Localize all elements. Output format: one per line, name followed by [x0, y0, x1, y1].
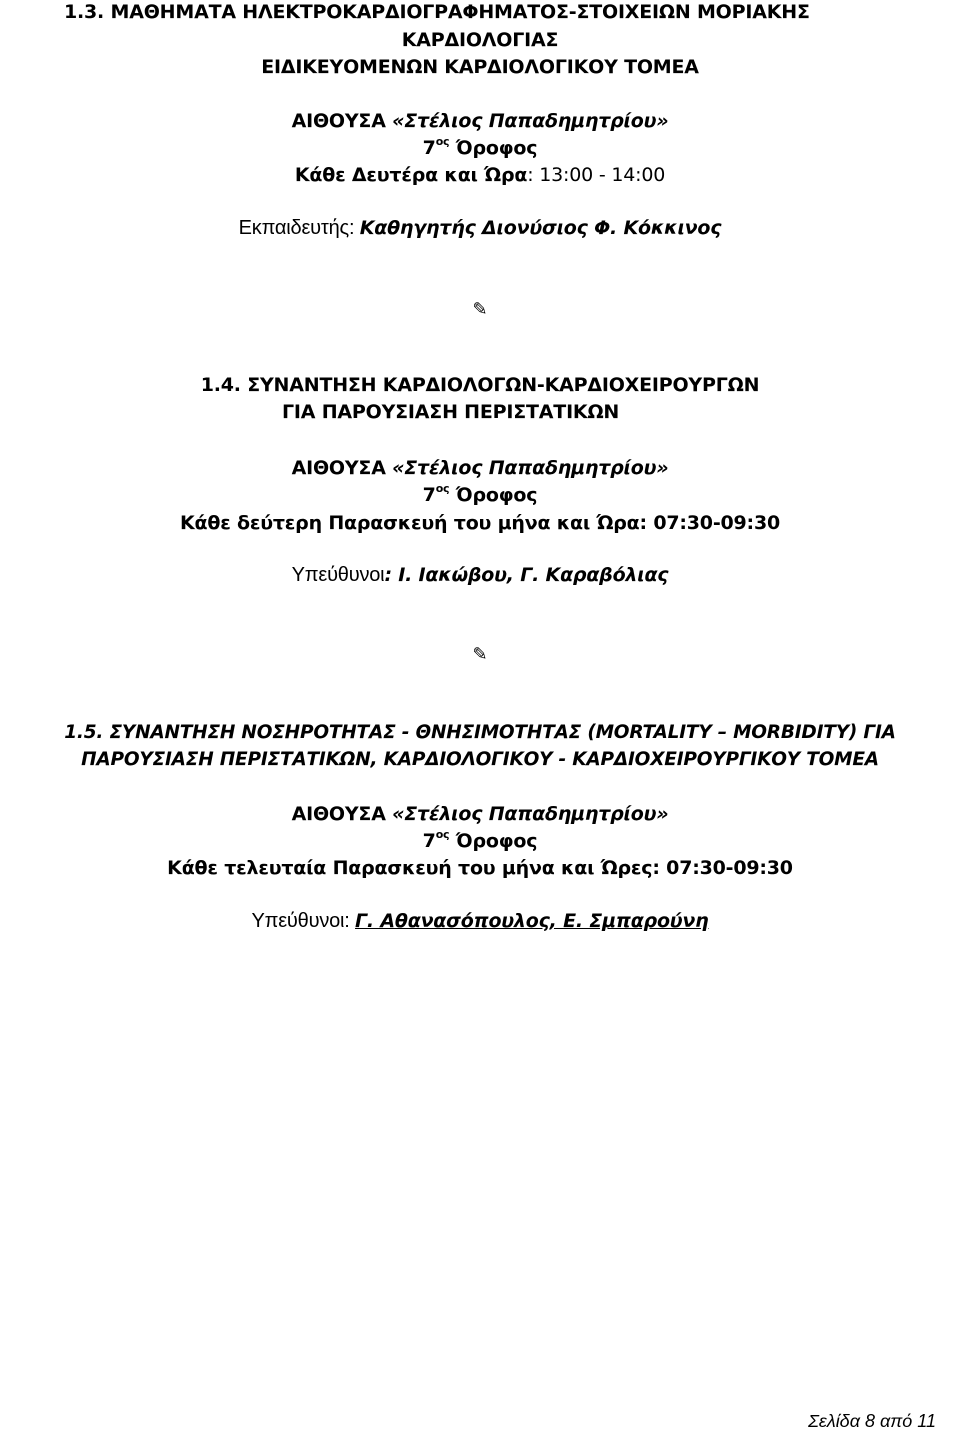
section-1-5-responsible: [0, 909, 960, 933]
room-label: ΑΙΘΟΥΣΑ: [291, 110, 393, 132]
section-1-3-heading-line2: ΚΑΡΔΙΟΛΟΓΙΑΣ: [401, 29, 559, 51]
floor-number: 7: [422, 137, 436, 159]
section-1-5-heading-line2: ΠΑΡΟΥΣΙΑΣΗ ΠΕΡΙΣΤΑΤΙΚΩΝ, ΚΑΡΔΙΟΛΟΓΙΚΟΥ - ΚΑΡΔΙΟΧΕΙΡΟΥΡΓΙΚΟΥ ΤΟΜΕΑ: [81, 749, 879, 770]
section-divider-icon: ✎: [472, 299, 488, 320]
section-1-3-schedule: [0, 163, 960, 187]
floor-suffix: ος: [435, 135, 450, 148]
room-name: «Στέλιος Παπαδημητρίου»: [392, 110, 669, 132]
floor-word: Όροφος: [449, 830, 538, 852]
section-1-3-room: [0, 109, 960, 133]
section-1-4-responsible: [0, 563, 960, 587]
floor-suffix: ος: [435, 828, 450, 841]
section-1-4-heading: 1.4. ΣΥΝΑΝΤΗΣΗ ΚΑΡΔΙΟΛΟΓΩΝ-ΚΑΡΔΙΟΧΕΙΡΟΥΡΓΩΝ: [200, 374, 760, 396]
page-number-footer: Σελίδα 8 από 11: [808, 1411, 936, 1431]
responsible-names: : Ι. Ιακώβου, Γ. Καραβόλιας: [384, 564, 669, 586]
section-1-4-floor: [0, 483, 960, 507]
section-1-3-floor: [0, 136, 960, 160]
section-1-3-instructor: [0, 216, 960, 240]
section-1-4-schedule: Κάθε δεύτερη Παρασκευή του μήνα και Ώρα: 07:30-09:30: [180, 512, 780, 534]
section-1-5-schedule: Κάθε τελευταία Παρασκευή του μήνα και Ώρες: 07:30-09:30: [167, 857, 793, 879]
floor-word: Όροφος: [449, 137, 538, 159]
room-label: ΑΙΘΟΥΣΑ: [291, 457, 393, 479]
floor-suffix: ος: [435, 482, 450, 495]
section-1-5-room: [0, 802, 960, 826]
responsible-label: Υπεύθυνοι:: [251, 910, 356, 932]
section-1-4-heading-line2: ΓΙΑ ΠΑΡΟΥΣΙΑΣΗ ΠΕΡΙΣΤΑΤΙΚΩΝ: [282, 401, 620, 423]
section-1-5-heading: 1.5. ΣΥΝΑΝΤΗΣΗ ΝΟΣΗΡΟΤΗΤΑΣ - ΘΝΗΣΙΜΟΤΗΤΑΣ (MORTALITY – MORBIDITY) ΓΙΑ: [64, 722, 896, 743]
section-1-5-floor: [0, 829, 960, 853]
responsible-label: Υπεύθυνοι: [291, 564, 385, 586]
responsible-names: Γ. Αθανασόπουλος, Ε. Σμπαρούνη: [355, 910, 709, 932]
section-divider-icon: ✎: [472, 644, 488, 665]
floor-number: 7: [422, 484, 436, 506]
instructor-name: Καθηγητής Διονύσιος Φ. Κόκκινος: [359, 217, 722, 239]
schedule-label: Κάθε Δευτέρα και Ώρα: [294, 164, 528, 186]
schedule-time: : 13:00 - 14:00: [527, 164, 666, 186]
section-1-3-heading-line3: ΕΙΔΙΚΕΥΟΜΕΝΩΝ ΚΑΡΔΙΟΛΟΓΙΚΟΥ ΤΟΜΕΑ: [261, 56, 699, 78]
room-label: ΑΙΘΟΥΣΑ: [291, 803, 393, 825]
floor-number: 7: [422, 830, 436, 852]
section-1-4-room: [0, 456, 960, 480]
instructor-label: Εκπαιδευτής:: [238, 217, 360, 239]
section-1-3-heading: 1.3. ΜΑΘΗΜΑΤΑ ΗΛΕΚΤΡΟΚΑΡΔΙΟΓΡΑΦΗΜΑΤΟΣ-ΣΤΟΙΧΕΙΩΝ ΜΟΡΙΑΚΗΣ: [64, 1, 810, 23]
floor-word: Όροφος: [449, 484, 538, 506]
room-name: «Στέλιος Παπαδημητρίου»: [392, 457, 669, 479]
room-name: «Στέλιος Παπαδημητρίου»: [392, 803, 669, 825]
